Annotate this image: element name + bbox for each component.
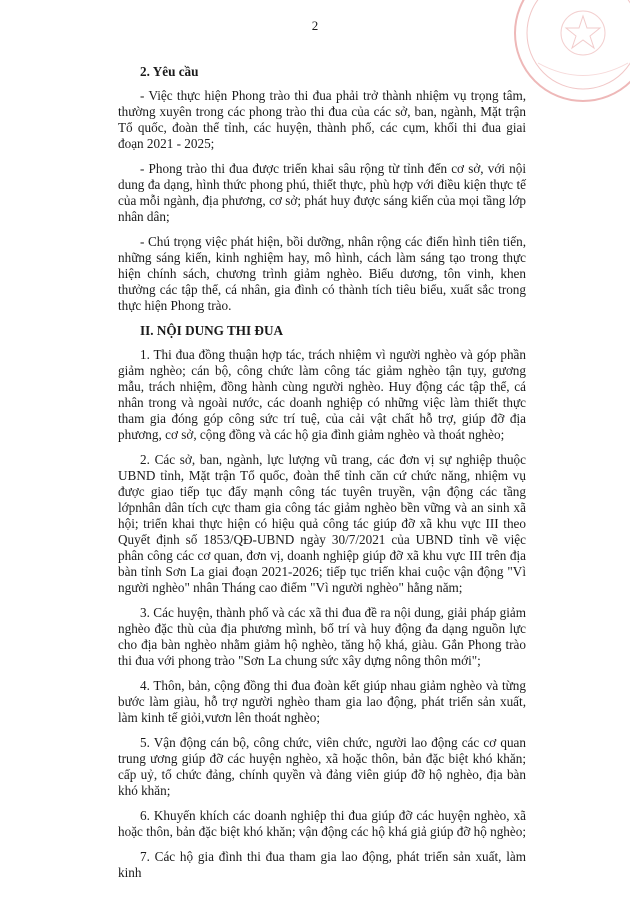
section-heading-requirements: 2. Yêu cầu bbox=[140, 64, 199, 79]
section-heading-content: II. NỘI DUNG THI ĐUA bbox=[140, 323, 284, 338]
content-item: 4. Thôn, bản, cộng đồng thi đua đoàn kết giúp nhau giảm nghèo và từng bước làm giàu, hỗ trợ người nghèo tham gia lao động, phát triển sản xuất, làm kinh tế giỏi,vươn lên thoát nghèo; bbox=[118, 678, 526, 725]
requirement-item: - Phong trào thi đua được triển khai sâu rộng từ tỉnh đến cơ sở, với nội dung đa dạng, hình thức phong phú, thiết thực, phù hợp với điều kiện thực tế của mỗi ngành, địa phương, cơ sở; phát huy được sáng kiến của mọi tầng lớp nhân dân; bbox=[118, 161, 526, 224]
document-body bbox=[118, 64, 526, 890]
content-item: 7. Các hộ gia đình thi đua tham gia lao động, phát triển sản xuất, làm kinh bbox=[118, 849, 526, 880]
official-seal-stamp bbox=[508, 0, 630, 108]
content-item: 6. Khuyến khích các doanh nghiệp thi đua giúp đỡ các huyện nghèo, xã hoặc thôn, bản đặc biệt khó khăn; vận động các hộ khá giả giúp đỡ hộ nghèo; bbox=[118, 808, 526, 839]
content-item: 3. Các huyện, thành phố và các xã thi đua đề ra nội dung, giải pháp giảm nghèo đặc thù của địa phương mình, bố trí và huy động đa dạng nguồn lực cho địa bàn nghèo nhằm giảm hộ nghèo, tăng hộ khá, giàu. Gắn Phong trào thi đua với phong trào "Sơn La chung sức xây dựng nông thôn mới"; bbox=[118, 605, 526, 668]
content-item: 2. Các sở, ban, ngành, lực lượng vũ trang, các đơn vị sự nghiệp thuộc UBND tỉnh, Mặt trận Tổ quốc, đoàn thể tỉnh căn cứ chức năng, nhiệm vụ được giao tiếp tục đẩy mạnh công tác tuyên truyền, vận động các tầng lớpnhân dân tích cực tham gia công tác giảm nghèo bền vững và an sinh xã hội; triển khai thực hiện có hiệu quả công tác giúp đỡ xã khu vực III theo Quyết định số 1853/QĐ-UBND ngày 30/7/2021 của UBND tỉnh về việc phân công các cơ quan, đơn vị, doanh nghiệp giúp đỡ xã khu vực III trên địa bàn tỉnh Sơn La giai đoạn 2021-2026; tiếp tục triển khai cuộc vận động "Vì người nghèo" nhân Tháng cao điểm "Vì người nghèo" hằng năm; bbox=[118, 452, 526, 595]
content-item: 5. Vận động cán bộ, công chức, viên chức, người lao động các cơ quan trung ương giúp đỡ các huyện nghèo, xã hoặc thôn, bản đặc biệt khó khăn; cấp uỷ, tổ chức đảng, chính quyền và đảng viên giúp đỡ hộ nghèo, địa bàn khó khăn; bbox=[118, 735, 526, 798]
requirement-item: - Chú trọng việc phát hiện, bồi dưỡng, nhân rộng các điển hình tiên tiến, những sáng kiến, kinh nghiệm hay, mô hình, cách làm sáng tạo trong thực hiện chính sách, chương trình giảm nghèo. Biểu dương, tôn vinh, khen thưởng các tập thể, cá nhân, gia đình có thành tích tiêu biểu, xuất sắc trong thực hiện Phong trào. bbox=[118, 234, 526, 313]
requirement-item: - Việc thực hiện Phong trào thi đua phải trở thành nhiệm vụ trọng tâm, thường xuyên trong các phong trào thi đua của các sở, ban, ngành, Mặt trận Tổ quốc, đoàn thể tỉnh, các huyện, thành phố, các cụm, khối thi đua giai đoạn 2021 - 2025; bbox=[118, 88, 526, 151]
content-item: 1. Thi đua đồng thuận hợp tác, trách nhiệm vì người nghèo và góp phần giảm nghèo; cán bộ, công chức làm công tác giảm nghèo tận tụy, gương mẫu, trách nhiệm, đồng hành cùng người nghèo. Huy động các tập thể, cá nhân trong và ngoài nước, các doanh nghiệp có những việc làm thiết thực tham gia đóng góp công sức trí tuệ, của cải vật chất hỗ trợ, giúp đỡ địa phương, cơ sở, cộng đồng và các hộ gia đình giảm nghèo và thoát nghèo; bbox=[118, 347, 526, 442]
page-number: 2 bbox=[311, 18, 319, 33]
